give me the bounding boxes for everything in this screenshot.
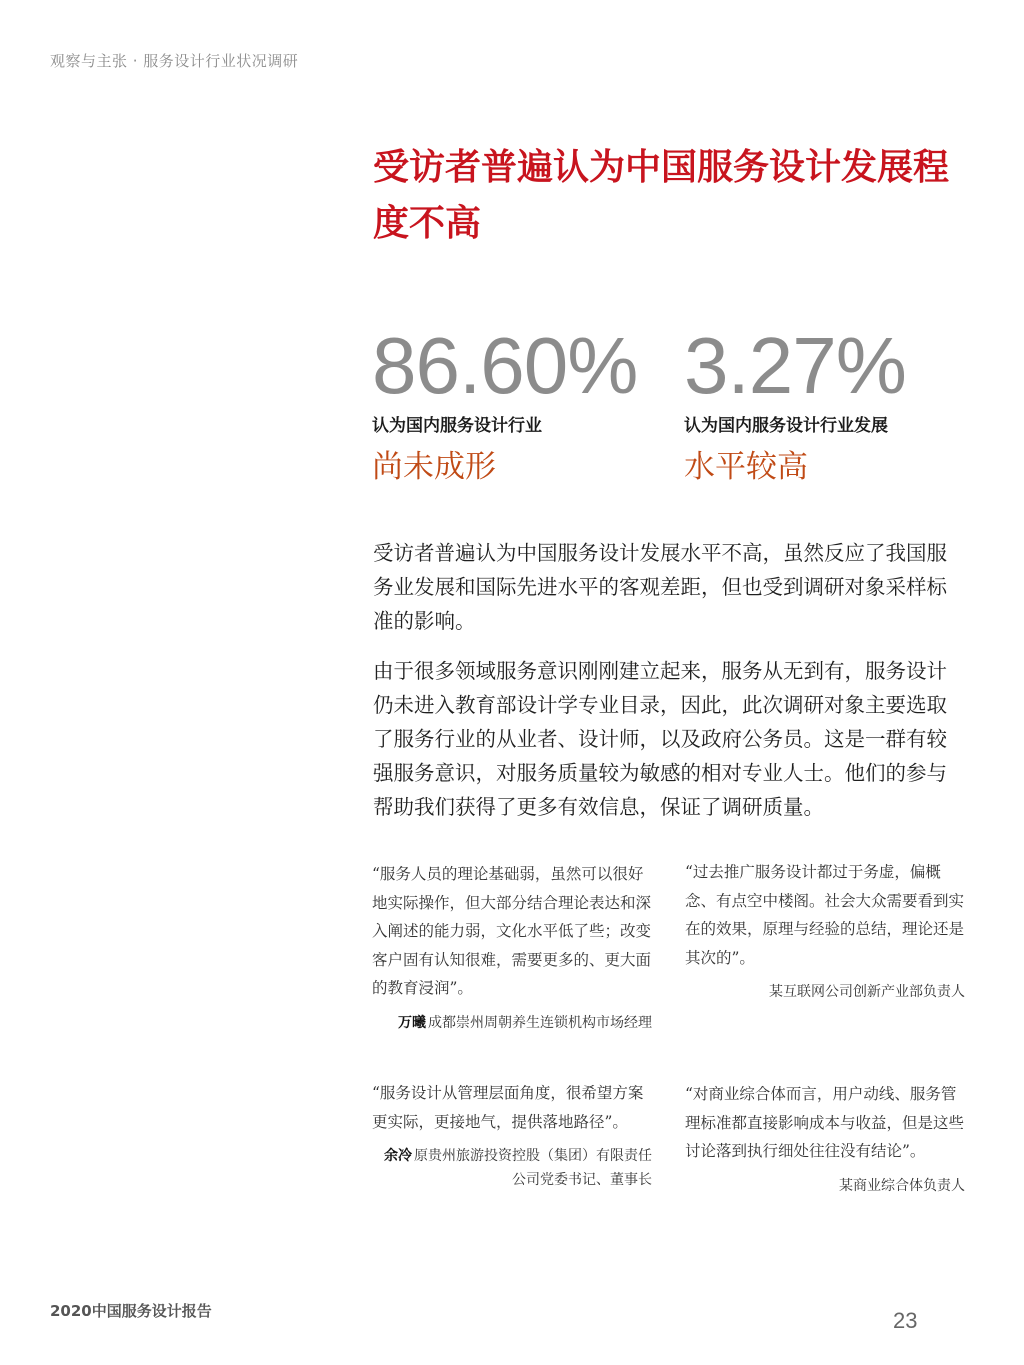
quote-block bbox=[372, 860, 652, 1035]
stat-value: 86.60% bbox=[372, 321, 638, 410]
quote-text: “过去推广服务设计都过于务虚，偏概念、有点空中楼阁。社会大众需要看到实在的效果，原理与经验的总结，理论还是其次的”。 bbox=[685, 863, 965, 967]
report-title: 2020中国服务设计报告 bbox=[50, 1302, 212, 1320]
stat-caption: 认为国内服务设计行业发展 bbox=[684, 416, 888, 436]
body-paragraph: 受访者普遍认为中国服务设计发展水平不高，虽然反应了我国服务业发展和国际先进水平的客观差距，但也受到调研对象采样标准的影响。 bbox=[373, 541, 947, 633]
quote-role: 原贵州旅游投资控股（集团）有限责任公司党委书记、董事长 bbox=[414, 1148, 652, 1188]
quote-role: 某互联网公司创新产业部负责人 bbox=[769, 984, 965, 1000]
quote-block bbox=[685, 1080, 965, 1198]
body-text bbox=[373, 536, 953, 840]
breadcrumb: 观察与主张 · 服务设计行业状况调研 bbox=[50, 52, 299, 70]
quote-author: 万曦 bbox=[398, 1014, 426, 1031]
stat-block-high-level bbox=[684, 318, 906, 490]
stat-block-unformed bbox=[372, 318, 637, 490]
quote-text: “服务人员的理论基础弱，虽然可以很好地实际操作，但大部分结合理论表达和深入阐述的能力弱，文化水平低了些；改变客户固有认知很难，需要更多的、更大面的教育浸润”。 bbox=[372, 865, 652, 997]
quote-text: “服务设计从管理层面角度，很希望方案更实际，更接地气，提供落地路径”。 bbox=[372, 1084, 644, 1131]
body-paragraph: 由于很多领域服务意识刚刚建立起来，服务从无到有，服务设计仍未进入教育部设计学专业目录，因此，此次调研对象主要选取了服务行业的从业者、设计师，以及政府公务员。这是一群有较强服务意识，对服务质量较为敏感的相对专业人士。他们的参与帮助我们获得了更多有效信息，保证了调研质量。 bbox=[373, 659, 947, 819]
stat-highlight: 尚未成形 bbox=[372, 449, 496, 485]
stat-highlight: 水平较高 bbox=[684, 449, 808, 485]
page-title: 受访者普遍认为中国服务设计发展程度不高 bbox=[373, 147, 950, 244]
stat-value: 3.27% bbox=[684, 321, 906, 410]
quote-attribution bbox=[372, 1144, 652, 1192]
quote-attribution bbox=[685, 980, 965, 1004]
quote-text: “对商业综合体而言，用户动线、服务管理标准都直接影响成本与收益，但是这些讨论落到执行细处往往没有结论”。 bbox=[685, 1085, 965, 1160]
page-number: 23 bbox=[893, 1308, 918, 1333]
stat-caption: 认为国内服务设计行业 bbox=[372, 416, 542, 436]
quote-author: 余冷 bbox=[384, 1148, 412, 1164]
quote-attribution bbox=[685, 1174, 965, 1198]
quote-role: 某商业综合体负责人 bbox=[839, 1177, 965, 1194]
quote-role: 成都崇州周朝养生连锁机构市场经理 bbox=[428, 1014, 652, 1031]
quote-block bbox=[685, 858, 965, 1004]
quote-attribution bbox=[372, 1011, 652, 1035]
quote-block bbox=[372, 1079, 652, 1192]
